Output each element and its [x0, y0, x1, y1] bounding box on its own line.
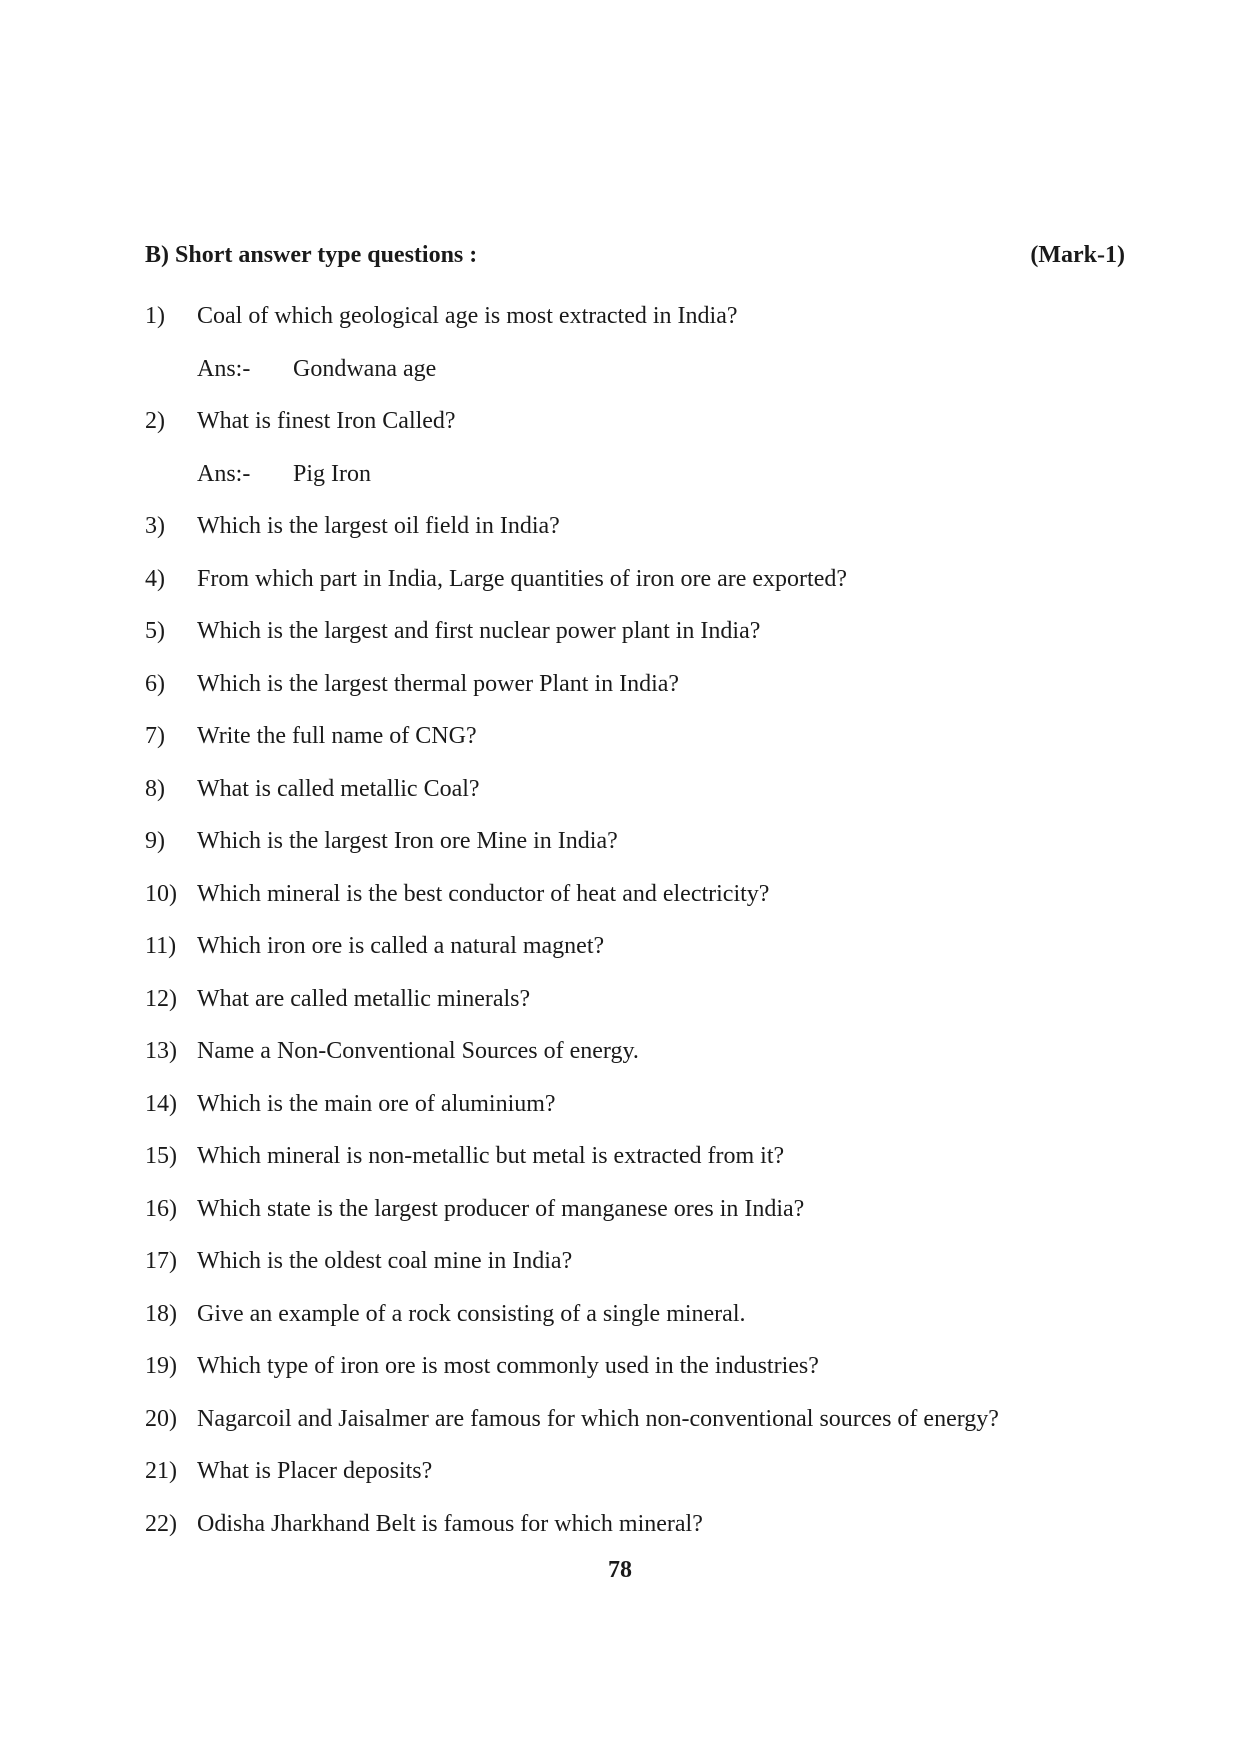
question-text: What are called metallic minerals?	[197, 985, 531, 1012]
question-list	[145, 290, 1125, 1550]
question-text: Which is the largest Iron ore Mine in India?	[197, 828, 618, 855]
question-text: Which is the oldest coal mine in India?	[197, 1248, 573, 1275]
question-row	[145, 1288, 1125, 1341]
question-number: 2)	[145, 408, 165, 435]
question-row	[145, 1025, 1125, 1078]
question-row	[145, 973, 1125, 1026]
question-number: 20)	[145, 1405, 177, 1432]
question-number: 17)	[145, 1248, 177, 1275]
question-row	[145, 658, 1125, 711]
answer-row	[145, 448, 1125, 501]
question-number: 21)	[145, 1458, 177, 1485]
question-row	[145, 500, 1125, 553]
question-text: Give an example of a rock consisting of a single mineral.	[197, 1300, 746, 1327]
question-row	[145, 868, 1125, 921]
question-row	[145, 1078, 1125, 1131]
question-row	[145, 763, 1125, 816]
question-number: 18)	[145, 1300, 177, 1327]
section-title: B) Short answer type questions :	[145, 241, 478, 268]
question-text: Name a Non-Conventional Sources of energy.	[197, 1038, 639, 1065]
question-number: 5)	[145, 618, 165, 645]
marks-label: (Mark-1)	[1030, 241, 1125, 268]
answer-row	[145, 343, 1125, 396]
question-text: Which mineral is the best conductor of heat and electricity?	[197, 880, 770, 907]
question-text: What is finest Iron Called?	[197, 408, 456, 435]
answer-text: Pig Iron	[293, 460, 371, 487]
question-text: Which is the largest thermal power Plant in India?	[197, 670, 680, 697]
question-row	[145, 395, 1125, 448]
question-number: 4)	[145, 565, 165, 592]
question-number: 22)	[145, 1510, 177, 1537]
question-number: 12)	[145, 985, 177, 1012]
question-text: Which type of iron ore is most commonly used in the industries?	[197, 1353, 819, 1380]
question-number: 7)	[145, 723, 165, 750]
question-row	[145, 605, 1125, 658]
question-row	[145, 1340, 1125, 1393]
question-number: 14)	[145, 1090, 177, 1117]
question-text: Nagarcoil and Jaisalmer are famous for which non-conventional sources of energy?	[197, 1405, 999, 1432]
question-number: 19)	[145, 1353, 177, 1380]
page-number: 78	[608, 1557, 632, 1583]
question-row	[145, 1445, 1125, 1498]
question-number: 16)	[145, 1195, 177, 1222]
answer-label: Ans:-	[197, 460, 251, 487]
question-number: 8)	[145, 775, 165, 802]
question-row	[145, 1183, 1125, 1236]
question-number: 9)	[145, 828, 165, 855]
question-number: 6)	[145, 670, 165, 697]
question-row	[145, 710, 1125, 763]
question-text: Which is the largest and first nuclear power plant in India?	[197, 618, 761, 645]
question-text: Coal of which geological age is most extracted in India?	[197, 303, 738, 330]
question-text: From which part in India, Large quantities of iron ore are exported?	[197, 565, 848, 592]
question-number: 10)	[145, 880, 177, 907]
question-text: Odisha Jharkhand Belt is famous for which mineral?	[197, 1510, 703, 1537]
question-row	[145, 815, 1125, 868]
question-row	[145, 553, 1125, 606]
question-number: 13)	[145, 1038, 177, 1065]
question-row	[145, 1235, 1125, 1288]
section-header	[145, 238, 1125, 272]
question-number: 15)	[145, 1143, 177, 1170]
answer-text: Gondwana age	[293, 355, 437, 382]
question-number: 3)	[145, 513, 165, 540]
question-row	[145, 1393, 1125, 1446]
question-text: Which iron ore is called a natural magnet?	[197, 933, 605, 960]
question-row	[145, 290, 1125, 343]
question-text: Write the full name of CNG?	[197, 723, 477, 750]
question-text: Which is the main ore of aluminium?	[197, 1090, 556, 1117]
question-row	[145, 920, 1125, 973]
answer-label: Ans:-	[197, 355, 251, 382]
question-number: 1)	[145, 303, 165, 330]
question-text: What is Placer deposits?	[197, 1458, 433, 1485]
question-text: What is called metallic Coal?	[197, 775, 480, 802]
question-text: Which is the largest oil field in India?	[197, 513, 560, 540]
question-text: Which mineral is non-metallic but metal is extracted from it?	[197, 1143, 785, 1170]
question-row	[145, 1130, 1125, 1183]
question-text: Which state is the largest producer of manganese ores in India?	[197, 1195, 805, 1222]
question-row	[145, 1498, 1125, 1551]
question-number: 11)	[145, 933, 177, 960]
